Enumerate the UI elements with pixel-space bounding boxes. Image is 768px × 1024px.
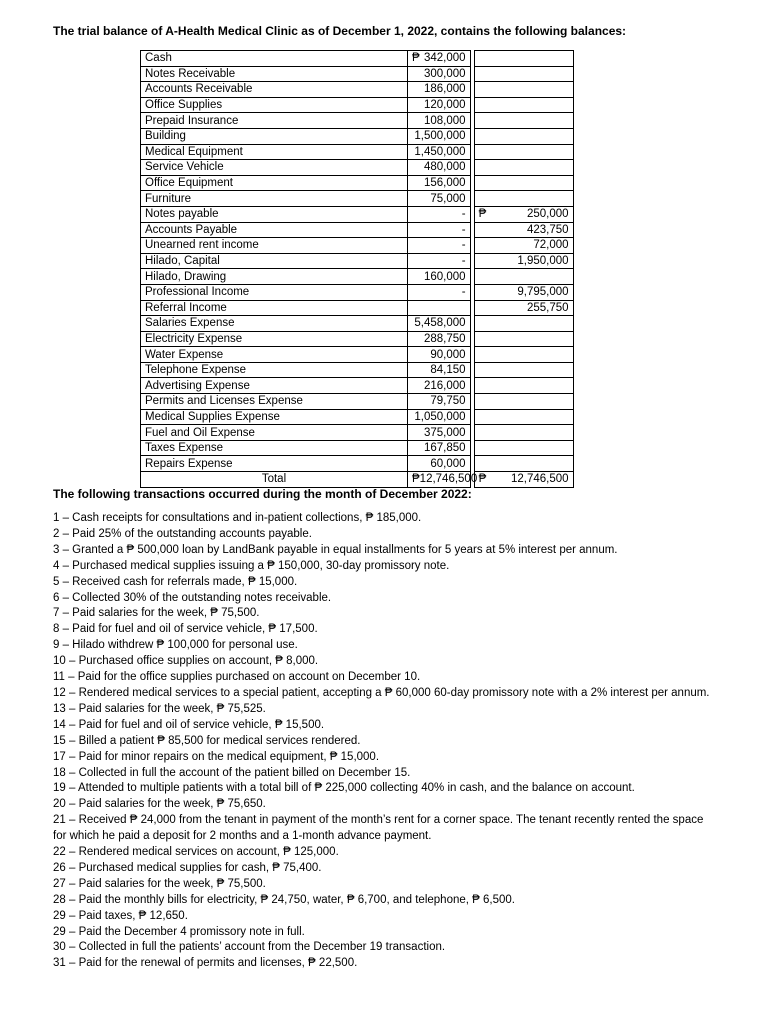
credit-amount-value: 1,950,000 — [517, 255, 569, 268]
credit-amount — [474, 269, 573, 285]
total-debit — [408, 472, 478, 488]
debit-amount-value: 90,000 — [430, 348, 466, 361]
list-item: 31 – Paid for the renewal of permits and licenses, ₱ 22,500. — [53, 957, 358, 970]
list-item: 14 – Paid for fuel and oil of service vehicle, ₱ 15,500. — [53, 718, 325, 731]
debit-amount-value: 288,750 — [423, 332, 466, 345]
table-row — [141, 160, 574, 176]
list-item: 21 – Received ₱ 24,000 from the tenant in payment of the month’s rent for a corner space. The tenant recently rented the space for which he paid a deposit for 2 months and a 1-month advance payment. — [53, 814, 704, 843]
account-name-value: Notes payable — [145, 208, 219, 221]
list-item: 8 – Paid for fuel and oil of service vehicle, ₱ 17,500. — [53, 623, 318, 636]
table-row — [141, 238, 574, 254]
debit-amount — [408, 128, 471, 144]
credit-amount — [474, 222, 573, 238]
credit-amount — [474, 175, 573, 191]
account-name — [141, 51, 408, 67]
table-row — [141, 51, 574, 67]
account-name-value: Telephone Expense — [145, 364, 247, 377]
document-title: The trial balance of A-Health Medical Clinic as of December 1, 2022, contains the following balances: — [53, 24, 627, 38]
debit-amount — [408, 253, 471, 269]
debit-amount — [408, 409, 471, 425]
list-item: 4 – Purchased medical supplies issuing a ₱ 150,000, 30-day promissory note. — [53, 559, 450, 572]
debit-amount — [408, 456, 471, 472]
list-item: 5 – Received cash for referrals made, ₱ 15,000. — [53, 575, 298, 588]
account-name-value: Advertising Expense — [145, 379, 250, 392]
debit-amount — [408, 97, 471, 113]
table-row — [141, 394, 574, 410]
list-item: 10 – Purchased office supplies on account, ₱ 8,000. — [53, 655, 319, 668]
table-row — [141, 362, 574, 378]
credit-amount-value: 72,000 — [533, 239, 569, 252]
trial-balance-table — [140, 50, 574, 488]
debit-amount-value: 1,050,000 — [414, 410, 466, 423]
account-name-value: Hilado, Capital — [145, 255, 220, 268]
list-item: 9 – Hilado withdrew ₱ 100,000 for personal use. — [53, 639, 298, 652]
debit-amount-value: 5,458,000 — [414, 317, 466, 330]
debit-amount — [408, 316, 471, 332]
credit-amount — [474, 409, 573, 425]
total-credit-value: 12,746,500 — [511, 473, 569, 486]
table-row — [141, 175, 574, 191]
debit-amount-value: 84,150 — [430, 364, 466, 377]
credit-amount — [474, 206, 573, 222]
debit-amount-value: 1,500,000 — [414, 130, 466, 143]
credit-amount — [474, 440, 573, 456]
account-name — [141, 175, 408, 191]
account-name — [141, 144, 408, 160]
account-name — [141, 253, 408, 269]
debit-amount — [408, 175, 471, 191]
debit-amount-value: 120,000 — [423, 99, 466, 112]
debit-amount — [408, 331, 471, 347]
debit-amount — [408, 51, 471, 67]
credit-amount — [474, 97, 573, 113]
table-row — [141, 222, 574, 238]
account-name — [141, 300, 408, 316]
list-item: 26 – Purchased medical supplies for cash, ₱ 75,400. — [53, 861, 322, 874]
credit-amount — [474, 238, 573, 254]
account-name-value: Accounts Payable — [145, 223, 238, 236]
list-item: 29 – Paid taxes, ₱ 12,650. — [53, 909, 188, 922]
debit-amount — [408, 347, 471, 363]
debit-amount — [408, 144, 471, 160]
total-row — [141, 472, 574, 488]
debit-amount-value: 156,000 — [423, 177, 466, 190]
account-name-value: Water Expense — [145, 348, 224, 361]
debit-amount-value: 1,450,000 — [414, 145, 466, 158]
credit-amount — [474, 253, 573, 269]
account-name — [141, 82, 408, 98]
list-item: 17 – Paid for minor repairs on the medical equipment, ₱ 15,000. — [53, 750, 380, 763]
credit-amount-value: 9,795,000 — [517, 286, 569, 299]
account-name — [141, 222, 408, 238]
account-name-value: Cash — [145, 52, 172, 65]
total-credit — [474, 472, 573, 488]
account-name-value: Furniture — [145, 192, 192, 205]
list-item: 19 – Attended to multiple patients with a total bill of ₱ 225,000 collecting 40% in cash, and the balance on account. — [53, 782, 635, 795]
account-name — [141, 128, 408, 144]
credit-amount — [474, 362, 573, 378]
debit-amount-value: - — [461, 208, 466, 221]
credit-amount — [474, 300, 573, 316]
debit-amount-value: - — [461, 239, 466, 252]
peso-sign: ₱ — [412, 473, 420, 486]
account-name — [141, 456, 408, 472]
list-item: 20 – Paid salaries for the week, ₱ 75,650. — [53, 798, 266, 811]
credit-amount — [474, 456, 573, 472]
debit-amount-value: 167,850 — [423, 442, 466, 455]
list-item: 7 – Paid salaries for the week, ₱ 75,500. — [53, 607, 260, 620]
peso-sign: ₱ — [412, 52, 420, 65]
account-name-value: Permits and Licenses Expense — [145, 395, 303, 408]
account-name-value: Unearned rent income — [145, 239, 259, 252]
credit-amount — [474, 316, 573, 332]
account-name — [141, 316, 408, 332]
debit-amount-value: 186,000 — [423, 83, 466, 96]
account-name-value: Taxes Expense — [145, 442, 223, 455]
table-row — [141, 191, 574, 207]
debit-amount-value: 79,750 — [430, 395, 466, 408]
debit-amount-value: - — [461, 255, 466, 268]
debit-amount-value: 375,000 — [423, 426, 466, 439]
peso-sign: ₱ — [478, 473, 487, 486]
account-name-value: Referral Income — [145, 301, 227, 314]
list-item: 18 – Collected in full the account of the patient billed on December 15. — [53, 766, 411, 779]
account-name-value: Medical Equipment — [145, 145, 243, 158]
list-item: 29 – Paid the December 4 promissory note in full. — [53, 925, 305, 938]
list-item: 27 – Paid salaries for the week, ₱ 75,500. — [53, 877, 266, 890]
credit-amount-value: 250,000 — [526, 208, 569, 221]
table-row — [141, 206, 574, 222]
account-name — [141, 331, 408, 347]
table-row — [141, 456, 574, 472]
table-row — [141, 409, 574, 425]
account-name-value: Medical Supplies Expense — [145, 410, 280, 423]
debit-amount — [408, 222, 471, 238]
total-label — [141, 472, 408, 488]
account-name-value: Prepaid Insurance — [145, 114, 239, 127]
list-item: 15 – Billed a patient ₱ 85,500 for medical services rendered. — [53, 734, 361, 747]
account-name — [141, 206, 408, 222]
account-name — [141, 160, 408, 176]
list-item: 12 – Rendered medical services to a special patient, accepting a ₱ 60,000 60-day promissory note with a 2% interest per annum. — [53, 686, 710, 699]
table-row — [141, 269, 574, 285]
table-row — [141, 284, 574, 300]
total-label-value: Total — [261, 473, 287, 486]
peso-sign: ₱ — [478, 208, 487, 221]
account-name — [141, 269, 408, 285]
account-name — [141, 347, 408, 363]
debit-amount-value: 75,000 — [430, 192, 466, 205]
credit-amount — [474, 113, 573, 129]
account-name — [141, 440, 408, 456]
credit-amount — [474, 284, 573, 300]
account-name — [141, 97, 408, 113]
account-name — [141, 409, 408, 425]
transactions-heading: The following transactions occurred during the month of December 2022: — [53, 487, 472, 501]
transactions-list — [53, 511, 713, 972]
credit-amount-value: 423,750 — [526, 223, 569, 236]
debit-amount-value: 480,000 — [423, 161, 466, 174]
table-row — [141, 378, 574, 394]
table-row — [141, 347, 574, 363]
account-name-value: Repairs Expense — [145, 457, 233, 470]
debit-amount — [408, 206, 471, 222]
debit-amount — [408, 238, 471, 254]
debit-amount — [408, 394, 471, 410]
account-name — [141, 378, 408, 394]
account-name — [141, 425, 408, 441]
credit-amount-value: 255,750 — [526, 301, 569, 314]
list-item: 3 – Granted a ₱ 500,000 loan by LandBank payable in equal installments for 5 years at 5% interest per annum. — [53, 543, 618, 556]
account-name-value: Hilado, Drawing — [145, 270, 227, 283]
credit-amount — [474, 331, 573, 347]
credit-amount — [474, 191, 573, 207]
debit-amount — [408, 300, 471, 316]
credit-amount — [474, 144, 573, 160]
account-name — [141, 66, 408, 82]
table-row — [141, 253, 574, 269]
account-name-value: Fuel and Oil Expense — [145, 426, 255, 439]
table-row — [141, 97, 574, 113]
credit-amount — [474, 394, 573, 410]
account-name — [141, 191, 408, 207]
debit-amount — [408, 113, 471, 129]
account-name — [141, 284, 408, 300]
list-item: 6 – Collected 30% of the outstanding notes receivable. — [53, 591, 332, 604]
table-row — [141, 144, 574, 160]
debit-amount — [408, 82, 471, 98]
debit-amount-value: - — [461, 223, 466, 236]
debit-amount — [408, 425, 471, 441]
account-name-value: Professional Income — [145, 286, 250, 299]
debit-amount-value: 108,000 — [423, 114, 466, 127]
account-name-value: Office Supplies — [145, 99, 223, 112]
list-item: 30 – Collected in full the patients’ account from the December 19 transaction. — [53, 941, 446, 954]
list-item: 13 – Paid salaries for the week, ₱ 75,525. — [53, 702, 266, 715]
debit-amount — [408, 269, 471, 285]
debit-amount — [408, 284, 471, 300]
credit-amount — [474, 128, 573, 144]
account-name-value: Building — [145, 130, 186, 143]
account-name — [141, 394, 408, 410]
trial-balance-body — [141, 51, 574, 488]
table-row — [141, 331, 574, 347]
list-item: 2 – Paid 25% of the outstanding accounts payable. — [53, 527, 312, 540]
debit-amount — [408, 378, 471, 394]
debit-amount-value: - — [461, 286, 466, 299]
debit-amount-value: 160,000 — [423, 270, 466, 283]
debit-amount — [408, 362, 471, 378]
credit-amount — [474, 82, 573, 98]
debit-amount — [408, 440, 471, 456]
account-name-value: Office Equipment — [145, 177, 234, 190]
debit-amount — [408, 191, 471, 207]
total-debit-value: 12,746,500 — [419, 473, 478, 486]
credit-amount — [474, 347, 573, 363]
account-name-value: Accounts Receivable — [145, 83, 253, 96]
debit-amount-value: 216,000 — [423, 379, 466, 392]
account-name — [141, 362, 408, 378]
list-item: 11 – Paid for the office supplies purchased on account on December 10. — [53, 671, 421, 684]
credit-amount — [474, 378, 573, 394]
table-row — [141, 66, 574, 82]
list-item: 1 – Cash receipts for consultations and in-patient collections, ₱ 185,000. — [53, 512, 422, 524]
account-name — [141, 113, 408, 129]
debit-amount — [408, 160, 471, 176]
table-row — [141, 425, 574, 441]
debit-amount-value: 60,000 — [430, 457, 466, 470]
credit-amount — [474, 66, 573, 82]
table-row — [141, 128, 574, 144]
account-name — [141, 238, 408, 254]
table-row — [141, 82, 574, 98]
table-row — [141, 300, 574, 316]
debit-amount — [408, 66, 471, 82]
table-row — [141, 316, 574, 332]
debit-amount-value: 342,000 — [423, 52, 466, 65]
credit-amount — [474, 160, 573, 176]
table-row — [141, 440, 574, 456]
list-item: 22 – Rendered medical services on account, ₱ 125,000. — [53, 846, 339, 859]
credit-amount — [474, 425, 573, 441]
table-row — [141, 113, 574, 129]
credit-amount — [474, 51, 573, 67]
list-item: 28 – Paid the monthly bills for electricity, ₱ 24,750, water, ₱ 6,700, and telephone, ₱ 6,500. — [53, 893, 515, 906]
account-name-value: Service Vehicle — [145, 161, 224, 174]
account-name-value: Notes Receivable — [145, 67, 236, 80]
account-name-value: Salaries Expense — [145, 317, 235, 330]
account-name-value: Electricity Expense — [145, 332, 243, 345]
debit-amount-value: 300,000 — [423, 67, 466, 80]
